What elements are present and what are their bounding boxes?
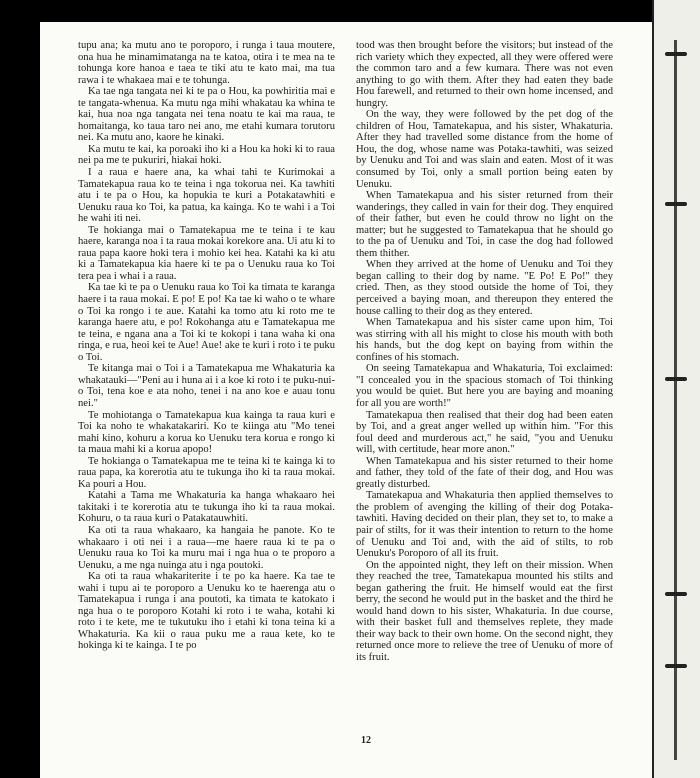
paragraph: Ka tae nga tangata nei ki te pa o Hou, ka powhiritia mai e te tangata-whenua. Ka mutu nga mihi whakatau ka whina te kai, hua noa nga tangata nei tena noatu te kai ma raua, te homaitanga, ko taua taro nei ano, me etahi kumara torutoru nei. Ka mutu ano, kaore he kinaki. xyxy=(78,86,335,144)
paragraph: On the appointed night, they left on their mission. When they reached the tree, Tamatekapua mounted his stilts and began gathering the fruit. He himself would eat the first berry, the second he would put in the basket and the third he would hand down to his sister, Whakaturia. In due course, with their basket full and themselves replete, they made their way back to their own home. On the second night, they returned once more to relieve the tree of Uenuku of more of its fruit. xyxy=(356,559,613,663)
paragraph: Te kitanga mai o Toi i a Tamatekapua me Whakaturia ka whakatauki—"Peni au i huna ai i a koe ki roto i te puku-nui-o Toi, tena koe e ata noho, tenei i na ano koe e auau tonu nei." xyxy=(78,363,335,409)
paragraph: Tamatekapua and Whakaturia then applied themselves to the problem of avenging the killing of their dog Potaka-tawhiti. Having decided on their plan, they set to, to make a pair of stilts, for it was their intention to return to the home of Uenuku and Toi and, with the aid of stilts, to rob Uenuku's Poroporo of all its fruit. xyxy=(356,490,613,560)
paragraph: When they arrived at the home of Uenuku and Toi they began calling to their dog by name. "E Po! E Po!" they cried. Then, as they stood outside the home of Toi, they perceived a baying moan, and thereupon they entered the house calling to their dog as they entered. xyxy=(356,259,613,317)
page-number: 12 xyxy=(361,735,371,746)
paragraph: I a raua e haere ana, ka whai tahi te Kurimokai a Tamatekapua raua ko te teina i nga tokorua nei. Ka tawhiti atu i te pa o Hou, ka hopukia te kuri a Potakatawhiti e Uenuku raua ko Toi, ka patua, ka kainga. Ko te wahi i a Toi he wahi iti nei. xyxy=(78,167,335,225)
paragraph: tupu ana; ka mutu ano te poroporo, i runga i taua moutere, ona hua he minamimatanga na te katoa, otira i te mea na te tohunga kore hanoa e taea te tiki atu te kato mai, ma tua rawa i te whakaea mai e te tohunga. xyxy=(78,40,335,86)
paragraph: Te mohiotanga o Tamatekapua kua kainga ta raua kuri e Toi ka noho te whakatakariri. Ko te kiinga atu "Mo tenei mahi kino, kohuru a korua ko Uenuku tera korua e rongo ki ta maua mahi ki a korua apopo! xyxy=(78,409,335,456)
paragraph: Ka oti ta raua whakariterite i te po ka haere. Ka tae te wahi i tupu ai te poroporo a Uenuku ko te haerenga atu o Tamatekapua i runga i ana poutoti, ka timata te katokato i nga hua o te poroporo Kotahi ki roto i te waha, kotahi ki roto i te kete, me te tukutuku iho i etahi ki tona teina ki a Whakaturia. Ka kii o raua puku me a raua kete, ko te hokinga ki te kainga. I te po xyxy=(78,571,335,652)
paragraph: When Tamatekapua and his sister came upon him, Toi was stirring with all his might to close his mouth with both his hands, but the dog kept on baying from within the confines of his stomach. xyxy=(356,317,613,363)
spine-line xyxy=(674,40,677,760)
stitch-mark xyxy=(665,52,687,56)
paragraph: Te hokianga o Tamatekapua me te teina ki te kainga ki to raua papa, ka korerotia atu te tukunga iho ki ta raua mokai. Ka pouri a Hou. xyxy=(78,455,335,490)
paragraph: When Tamatekapua and his sister returned to their home and father, they told of the fate of their dog, and Hou was greatly disturbed. xyxy=(356,455,613,490)
paragraph: On seeing Tamatekapua and Whakaturia, Toi exclaimed: "I concealed you in the spacious stomach of Toi thinking you would be quiet. But here you are baying and moaning for all you are worth!" xyxy=(356,363,613,409)
binding-strip xyxy=(652,0,700,778)
maori-text-column xyxy=(78,40,335,652)
paragraph: Ka oti ta raua whakaaro, ka hangaia he panote. Ko te whakaaro i oti nei i a raua—me haere raua ki te pa o Uenuku raua ko Toi ka muru mai i nga hua o te proporo a Uenuku, a me nga nuinga atu i nga poutoki. xyxy=(78,524,335,571)
paragraph: Ka tae ki te pa o Uenuku raua ko Toi ka timata te karanga haere i ta raua mokai. E po! E po! Ka tae ki waho o te whare o Toi ka rongo i te aue. Katahi ka tomo atu ki roto me te karanga haere atu, e po! Rokohanga atu e Tamatekapua me te teina, e ngana ana a Toi ki te kokopi i tana waha ki ona ringa, e rua, heoi kei te Aue! Aue! ake te kuri i roto i te puku o Toi. xyxy=(78,282,335,363)
stitch-mark xyxy=(665,592,687,596)
stitch-mark xyxy=(665,664,687,668)
paragraph: When Tamatekapua and his sister returned from their wanderings, they called in vain for their dog. They enquired of their father, but even he could throw no light on the matter; but he suggested to Tamatekapua that he should go to the pa of Uenuku and Toi, in case the dog had followed them thither. xyxy=(356,190,613,259)
paragraph: Tamatekapua then realised that their dog had been eaten by Toi, and a great anger welled up within him. "For this foul deed and murderous act," he said, "you and Uenuku will, with certitude, hear more anon." xyxy=(356,409,613,456)
paragraph: Te hokianga mai o Tamatekapua me te teina i te kau haere, karanga noa i ta raua mokai korekore ana. Ui atu ki to raua papa kaore hoki tera i mohio kei hea. Katahi ka ki atu ki a Tamatekapua kia haere ki te pa o Uenuku raua ko Toi tera pea i whai i a raua. xyxy=(78,224,335,282)
paragraph: tood was then brought before the visitors; but instead of the rich variety which they expected, all they were offered were the common taro and a few kumara. There was not even anything to go with them. After they had eaten they bade Hou farewell, and returned to their own home incensed, and hungry. xyxy=(356,40,613,109)
paragraph: Katahi a Tama me Whakaturia ka hanga whakaaro hei takitaki i te korerotia atu te tukunga iho ki ta raua mokai. Kohuru, o ta raua kuri o Patakatauwhiti. xyxy=(78,490,335,525)
stitch-mark xyxy=(665,377,687,381)
stitch-mark xyxy=(665,202,687,206)
english-text-column xyxy=(356,40,613,664)
paragraph: On the way, they were followed by the pet dog of the children of Hou, Tamatekapua, and his sister, Whakaturia. After they had travelled some distance from the home of Hou, the dog, whose name was Potaka-tawhiti, was seized by Uenuku and Toi and was slain and eaten. Most of it was consumed by Toi, only a small portion being eaten by Uenuku. xyxy=(356,109,613,190)
paragraph: Ka mutu te kai, ka poroaki iho ki a Hou ka hoki ki to raua nei pa me te pukuriri, hiakai hoki. xyxy=(78,143,335,167)
